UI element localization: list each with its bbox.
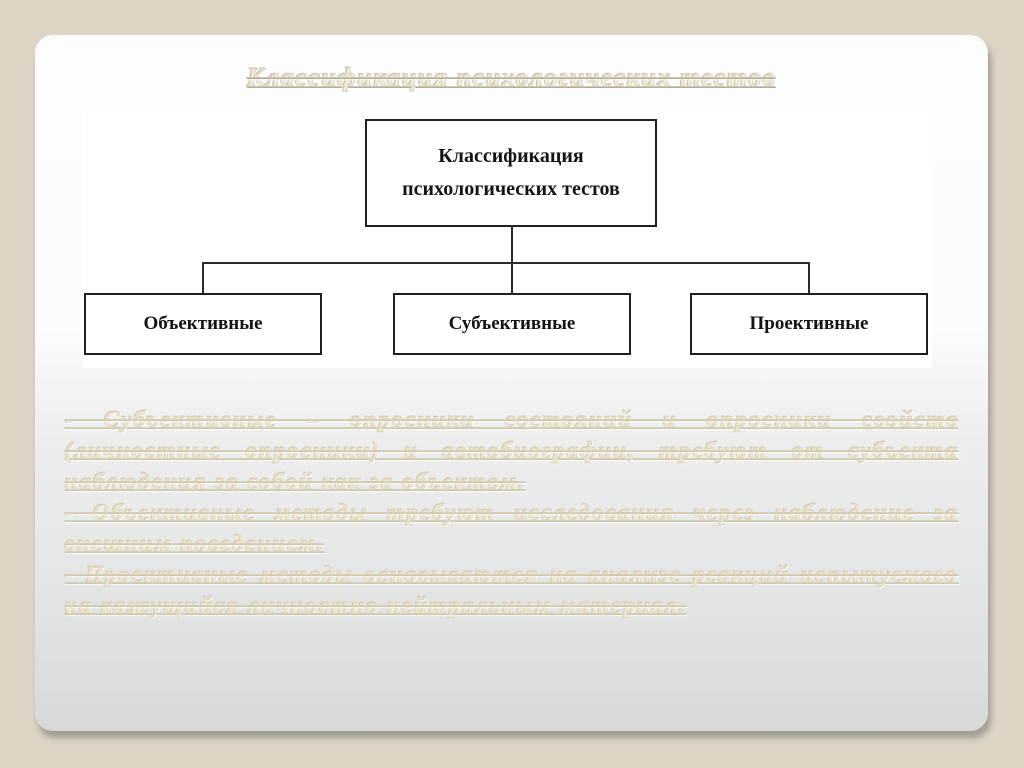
diagram-root-box: Классификация психологических тестов xyxy=(365,119,657,227)
connector-stub-right xyxy=(808,262,810,293)
connector-stub-left xyxy=(202,262,204,293)
connector-stub-middle xyxy=(511,262,513,293)
connector-horizontal-bar xyxy=(202,262,810,264)
connector-root-stem xyxy=(511,227,513,263)
diagram-box-projective: Проективные xyxy=(690,293,928,355)
note-paragraph-subjective: - Субъективные – опросники состояний и опросники свойств (личностные опросники) и автобиографии, требуют от субъекта наблюдения за собой как за объектом. xyxy=(65,407,959,494)
note-paragraph-projective: - Проективные методы основываются на анализе реакций испытуемого на кажущийся личностно нейтральным материал. xyxy=(65,562,959,618)
slide-title: Классификация психологических тестов xyxy=(246,63,777,92)
notes-block xyxy=(65,404,959,621)
classification-diagram xyxy=(82,112,932,368)
diagram-box-objective: Объективные xyxy=(84,293,322,355)
slide xyxy=(35,35,988,731)
note-paragraph-objective: - Объективные методы требуют исследования через наблюдение за внешним поведением. xyxy=(65,500,959,556)
diagram-box-subjective: Субъективные xyxy=(393,293,631,355)
